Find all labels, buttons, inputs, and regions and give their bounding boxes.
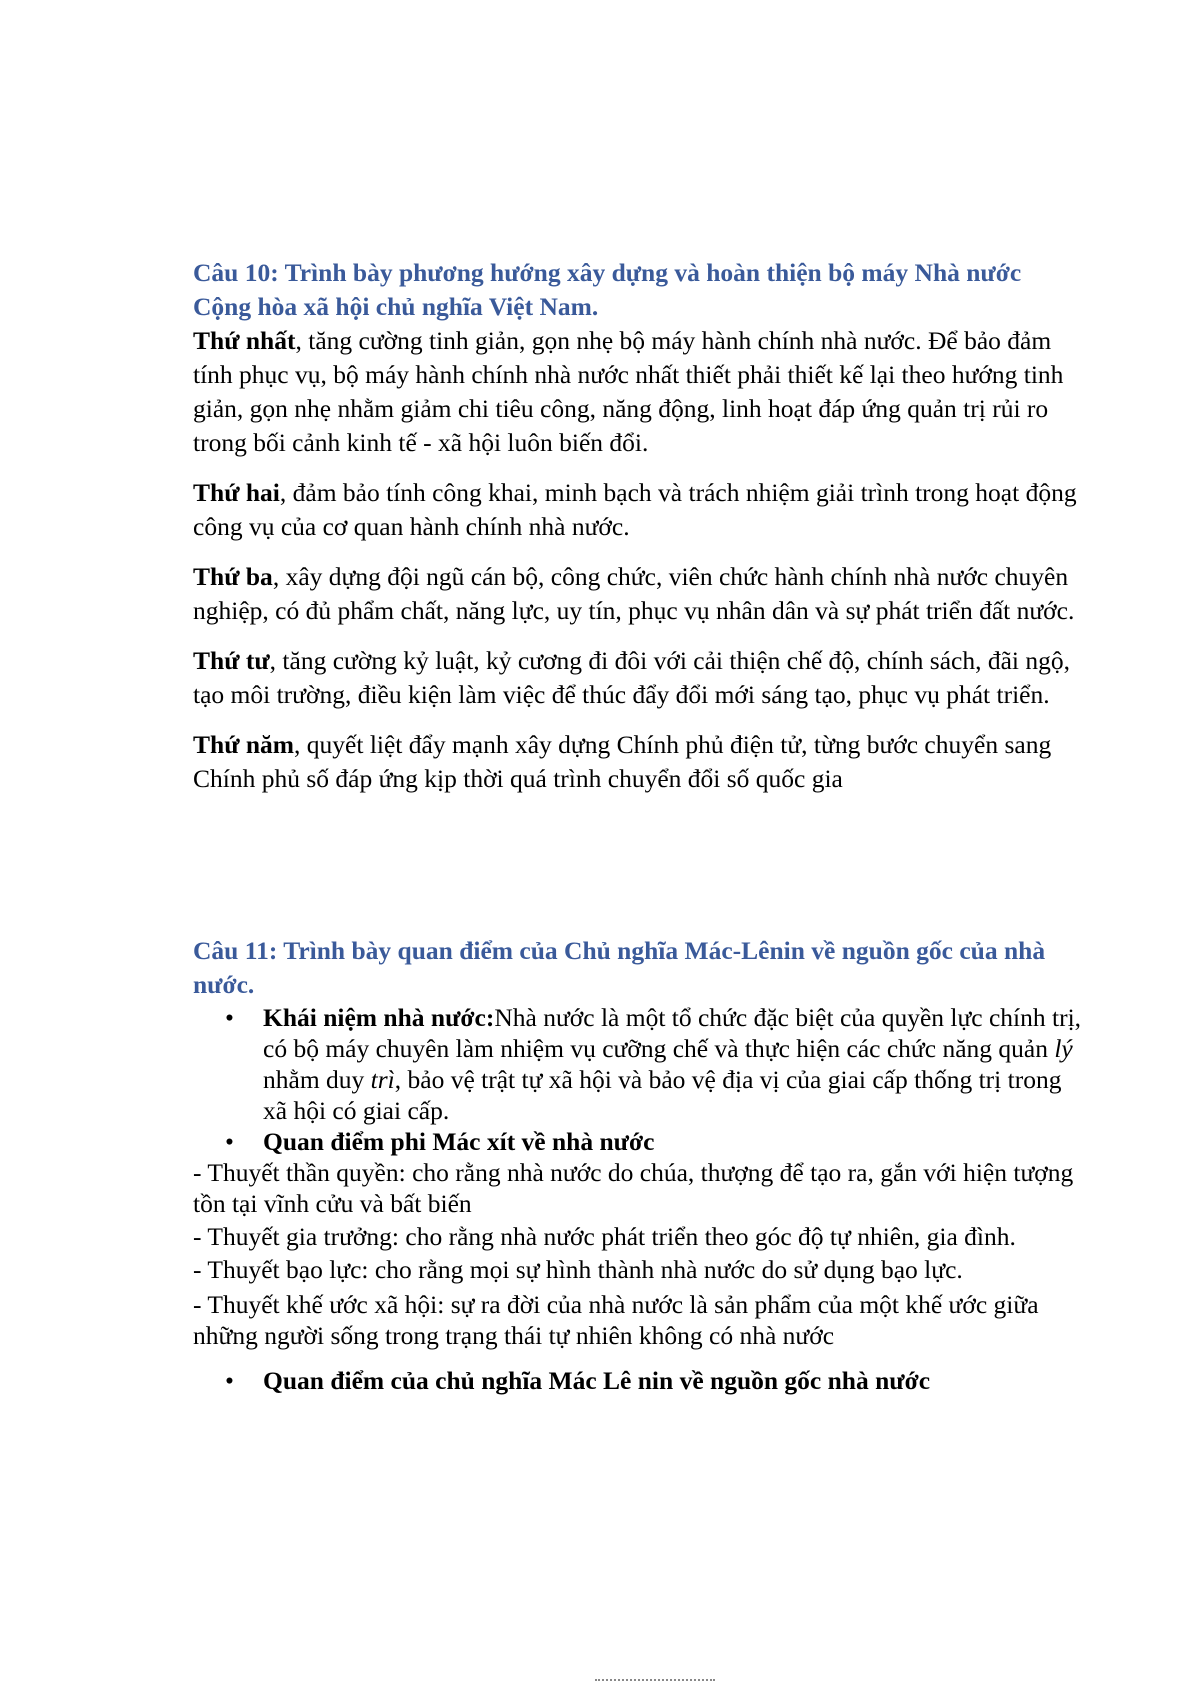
concept-text-c: , bảo vệ trật tự xã hội và bảo vệ địa vị của giai cấp thống trị trong xã hội có giai cấp.: [263, 1065, 1062, 1125]
question-11-heading: Câu 11: Trình bày quan điểm của Chủ nghĩa Mác-Lênin về nguồn gốc của nhà nước.: [193, 936, 1046, 999]
bullet-icon: •: [225, 1003, 234, 1032]
concept-italic-b: trì: [370, 1065, 395, 1094]
point-2-lead: Thứ hai: [193, 478, 280, 507]
concept-italic-a: lý: [1054, 1034, 1073, 1063]
marxist-heading: Quan điểm của chủ nghĩa Mác Lê nin về nguồn gốc nhà nước: [263, 1366, 931, 1395]
theory-social-contract: - Thuyết khế ước xã hội: sự ra đời của nhà nước là sản phẩm của một khế ước giữa những người sống trong trạng thái tự nhiên không có nhà nước: [193, 1290, 1039, 1350]
concept-text-b: nhằm duy: [263, 1065, 371, 1094]
theory-violence: - Thuyết bạo lực: cho rằng mọi sự hình thành nhà nước do sử dụng bạo lực.: [193, 1255, 963, 1284]
bullet-icon: •: [225, 1127, 234, 1156]
point-2: [193, 476, 1083, 544]
point-1-text: , tăng cường tinh giản, gọn nhẹ bộ máy hành chính nhà nước. Để bảo đảm tính phục vụ, bộ máy hành chính nhà nước nhất thiết phải thiết kế lại theo hướng tinh giản, gọn nhẹ nhằm giảm chi tiêu công, năng động, linh hoạt đáp ứng quản trị rủi ro trong bối cảnh kinh tế - xã hội luôn biến đổi.: [193, 326, 1064, 457]
theory-divine: - Thuyết thần quyền: cho rằng nhà nước do chúa, thượng để tạo ra, gắn với hiện tượng tồn tại vĩnh cửu và bất biến: [193, 1158, 1074, 1218]
question-10-heading: Câu 10: Trình bày phương hướng xây dựng và hoàn thiện bộ máy Nhà nước Cộng hòa xã hội chủ nghĩa Việt Nam.: [193, 258, 1022, 321]
theory-patriarchal: - Thuyết gia trưởng: cho rằng nhà nước phát triển theo góc độ tự nhiên, gia đình.: [193, 1222, 1016, 1251]
concept-text-a: Nhà nước là một tổ chức đặc biệt của quyền lực chính trị, có bộ máy chuyên làm nhiệm vụ cưỡng chế và thực hiện các chức năng quản: [263, 1003, 1082, 1063]
list-item-non-marxist: [193, 1126, 1083, 1157]
concept-lead: Khái niệm nhà nước:: [263, 1003, 495, 1032]
list-item-marxist: [193, 1365, 1083, 1396]
question-11-section: [193, 934, 1083, 1396]
list-item-concept: [193, 1002, 1083, 1126]
page-bottom-divider: [595, 1679, 715, 1683]
point-4-text: , tăng cường kỷ luật, kỷ cương đi đôi với cải thiện chế độ, chính sách, đãi ngộ, tạo môi trường, điều kiện làm việc để thúc đẩy đổi mới sáng tạo, phục vụ phát triển.: [193, 646, 1071, 709]
non-marxist-heading: Quan điểm phi Mác xít về nhà nước: [263, 1127, 655, 1156]
question-10-section: [193, 256, 1083, 796]
point-4-lead: Thứ tư: [193, 646, 270, 675]
point-1: [193, 324, 1083, 460]
marxist-list: [193, 1365, 1083, 1396]
concept-list: [193, 1002, 1083, 1157]
point-3-text: , xây dựng đội ngũ cán bộ, công chức, viên chức hành chính nhà nước chuyên nghiệp, có đủ phẩm chất, năng lực, uy tín, phục vụ nhân dân và sự phát triển đất nước.: [193, 562, 1075, 625]
point-5-text: , quyết liệt đẩy mạnh xây dựng Chính phủ điện tử, từng bước chuyển sang Chính phủ số đáp ứng kịp thời quá trình chuyển đổi số quốc gia: [193, 730, 1052, 793]
point-2-text: , đảm bảo tính công khai, minh bạch và trách nhiệm giải trình trong hoạt động công vụ của cơ quan hành chính nhà nước.: [193, 478, 1077, 541]
point-5: [193, 728, 1083, 796]
bullet-icon: •: [225, 1366, 234, 1395]
point-3: [193, 560, 1083, 628]
point-5-lead: Thứ năm: [193, 730, 295, 759]
point-3-lead: Thứ ba: [193, 562, 273, 591]
point-4: [193, 644, 1083, 712]
point-1-lead: Thứ nhất: [193, 326, 296, 355]
